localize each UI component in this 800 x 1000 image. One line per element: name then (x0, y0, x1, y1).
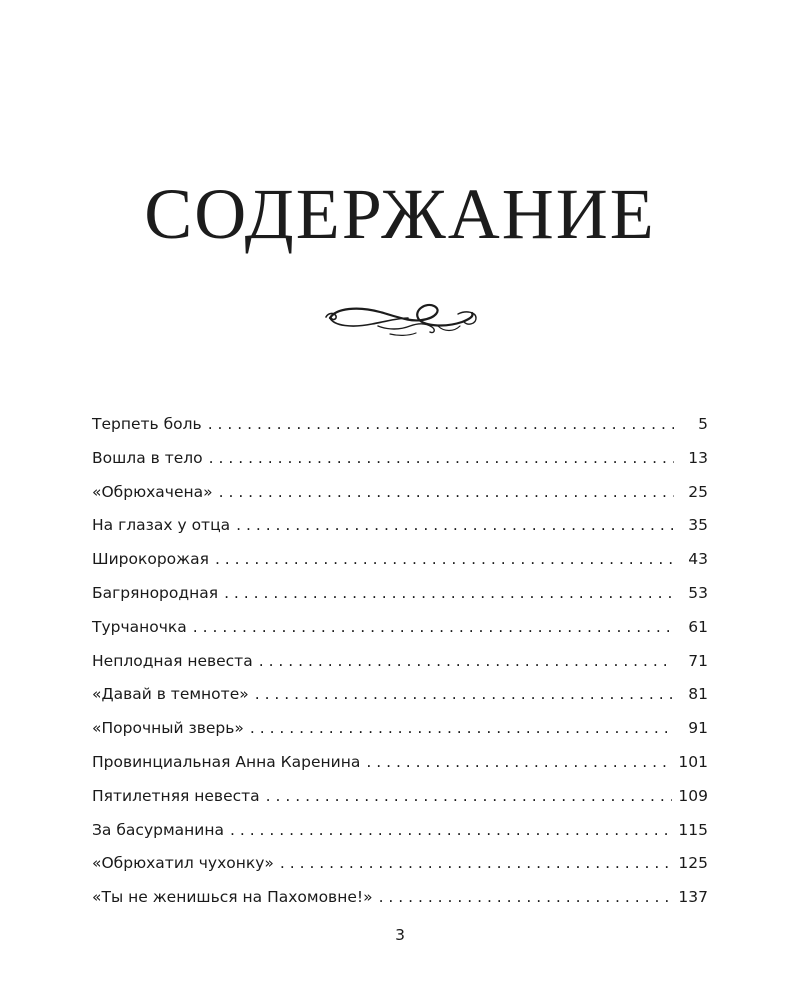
dot-leader (259, 645, 674, 679)
toc-entry[interactable] (92, 712, 708, 746)
toc-entry[interactable] (92, 408, 708, 442)
toc-entry-title: За басурманина (92, 820, 224, 839)
dot-leader (255, 678, 674, 712)
flourish-ornament-icon (318, 296, 482, 340)
toc-entry[interactable] (92, 442, 708, 476)
dot-leader (280, 847, 673, 881)
toc-entry-page: 25 (688, 482, 708, 501)
toc-entry-title: Терпеть боль (92, 415, 202, 433)
dot-leader (250, 712, 674, 746)
toc-entry[interactable] (92, 611, 708, 645)
toc-entry-title: Пятилетняя невеста (92, 786, 260, 805)
toc-entry[interactable] (92, 814, 708, 848)
toc-entry-title: Багрянородная (92, 583, 219, 602)
toc-entry[interactable] (92, 476, 708, 510)
toc-entry-title: «Обрюхатил чухонку» (92, 854, 274, 873)
toc-entry-title: «Обрюхачена» (92, 482, 213, 501)
toc-entry-title: «Давай в темноте» (92, 685, 249, 704)
toc-entry-title: «Порочный зверь» (92, 719, 244, 738)
toc-entry[interactable] (92, 746, 708, 780)
toc-entry-title: Широкорожая (92, 550, 209, 569)
toc-entry-page: 35 (688, 516, 708, 535)
dot-leader (224, 577, 674, 611)
dot-leader (379, 881, 673, 915)
toc-entry[interactable] (92, 678, 708, 712)
dot-leader (208, 408, 674, 442)
toc-entry-title: Турчаночка (92, 617, 187, 636)
dot-leader (236, 509, 674, 543)
toc-entry-page: 137 (678, 888, 708, 907)
toc-entry-title: Вошла в тело (92, 448, 203, 467)
dot-leader (219, 476, 674, 510)
toc-entry-page: 43 (688, 550, 708, 569)
page-number: 3 (395, 926, 405, 944)
table-of-contents (92, 408, 708, 915)
toc-entry-title: «Ты не женишься на Пахомовне!» (92, 888, 373, 907)
toc-entry-page: 91 (688, 719, 708, 738)
toc-entry-page: 71 (688, 651, 708, 670)
toc-entry-page: 53 (688, 583, 708, 602)
toc-entry-page: 61 (688, 617, 708, 636)
toc-entry-page: 13 (688, 448, 708, 467)
dot-leader (366, 746, 672, 780)
toc-entry[interactable] (92, 645, 708, 679)
toc-entry[interactable] (92, 881, 708, 915)
toc-entry-page: 5 (698, 415, 708, 433)
toc-entry-page: 125 (678, 854, 708, 873)
toc-entry[interactable] (92, 780, 708, 814)
toc-entry[interactable] (92, 577, 708, 611)
toc-entry-page: 101 (678, 752, 708, 771)
toc-entry[interactable] (92, 543, 708, 577)
toc-entry[interactable] (92, 509, 708, 543)
toc-entry-title: На глазах у отца (92, 516, 231, 535)
toc-entry-page: 109 (678, 786, 708, 805)
toc-entry-page: 81 (688, 685, 708, 704)
toc-entry-title: Неплодная невеста (92, 651, 253, 670)
toc-entry-title: Провинциальная Анна Каренина (92, 752, 361, 771)
dot-leader (209, 442, 674, 476)
dot-leader (266, 780, 673, 814)
toc-entry-page: 115 (678, 820, 708, 839)
toc-entry[interactable] (92, 847, 708, 881)
dot-leader (193, 611, 674, 645)
page-title: СОДЕРЖАНИЕ (144, 174, 656, 254)
dot-leader (230, 814, 672, 848)
dot-leader (215, 543, 674, 577)
